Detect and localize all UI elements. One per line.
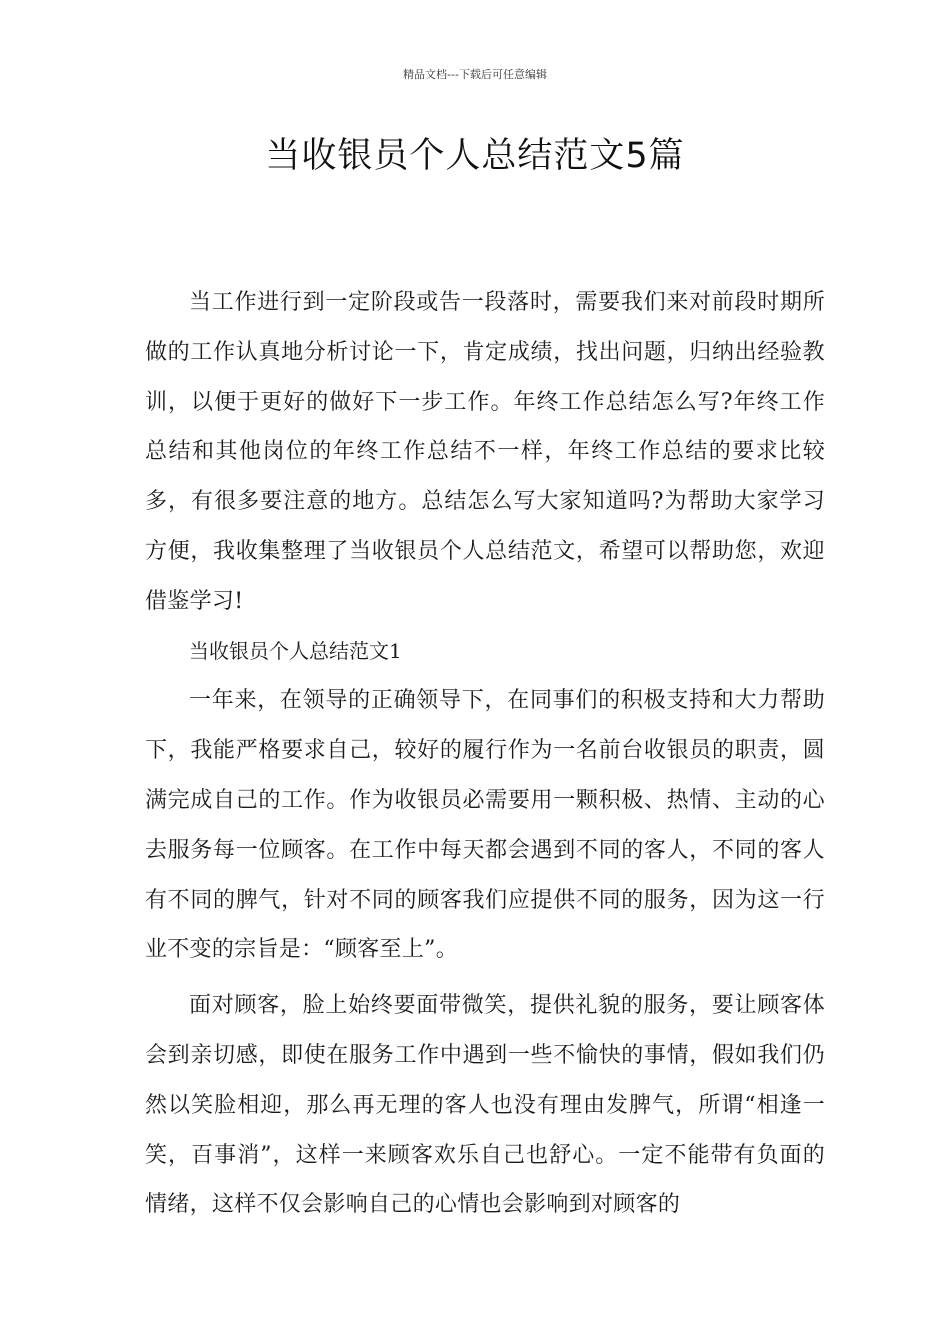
intro-paragraph: 当工作进行到一定阶段或告一段落时，需要我们来对前段时期所做的工作认真地分析讨论一下，肯定成绩，找出问题，归纳出经验教训，以便于更好的做好下一步工作。年终工作总结怎么写?年终工作总结和其他岗位的年终工作总结不一样，年终工作总结的要求比较多，有很多要注意的地方。总结怎么写大家知道吗?为帮助大家学习方便，我收集整理了当收银员个人总结范文，希望可以帮助您，欢迎借鉴学习! bbox=[145, 290, 825, 614]
body-paragraph-2: 面对顾客，脸上始终要面带微笑，提供礼貌的服务，要让顾客体会到亲切感，即使在服务工作中遇到一些不愉快的事情，假如我们仍然以笑脸相迎，那么再无理的客人也没有理由发脾气，所谓“相逢一笑，百事消”，这样一来顾客欢乐自己也舒心。一定不能带有负面的情绪，这样不仅会影响自己的心情也会影响到对顾客的 bbox=[145, 993, 825, 1218]
section-heading: 当收银员个人总结范文1 bbox=[189, 638, 402, 663]
body-paragraph-1: 一年来，在领导的正确领导下，在同事们的积极支持和大力帮助下，我能严格要求自己，较好的履行作为一名前台收银员的职责，圆满完成自己的工作。作为收银员必需要用一颗积极、热情、主动的心去服务每一位顾客。在工作中每天都会遇到不同的客人，不同的客人有不同的脾气，针对不同的顾客我们应提供不同的服务，因为这一行业不变的宗旨是：“顾客至上”。 bbox=[145, 688, 825, 963]
document-body bbox=[145, 278, 825, 1230]
document-title: 当收银员个人总结范文5篇 bbox=[265, 136, 685, 176]
header-note: 精品文档---下载后可任意编辑 bbox=[403, 68, 547, 81]
